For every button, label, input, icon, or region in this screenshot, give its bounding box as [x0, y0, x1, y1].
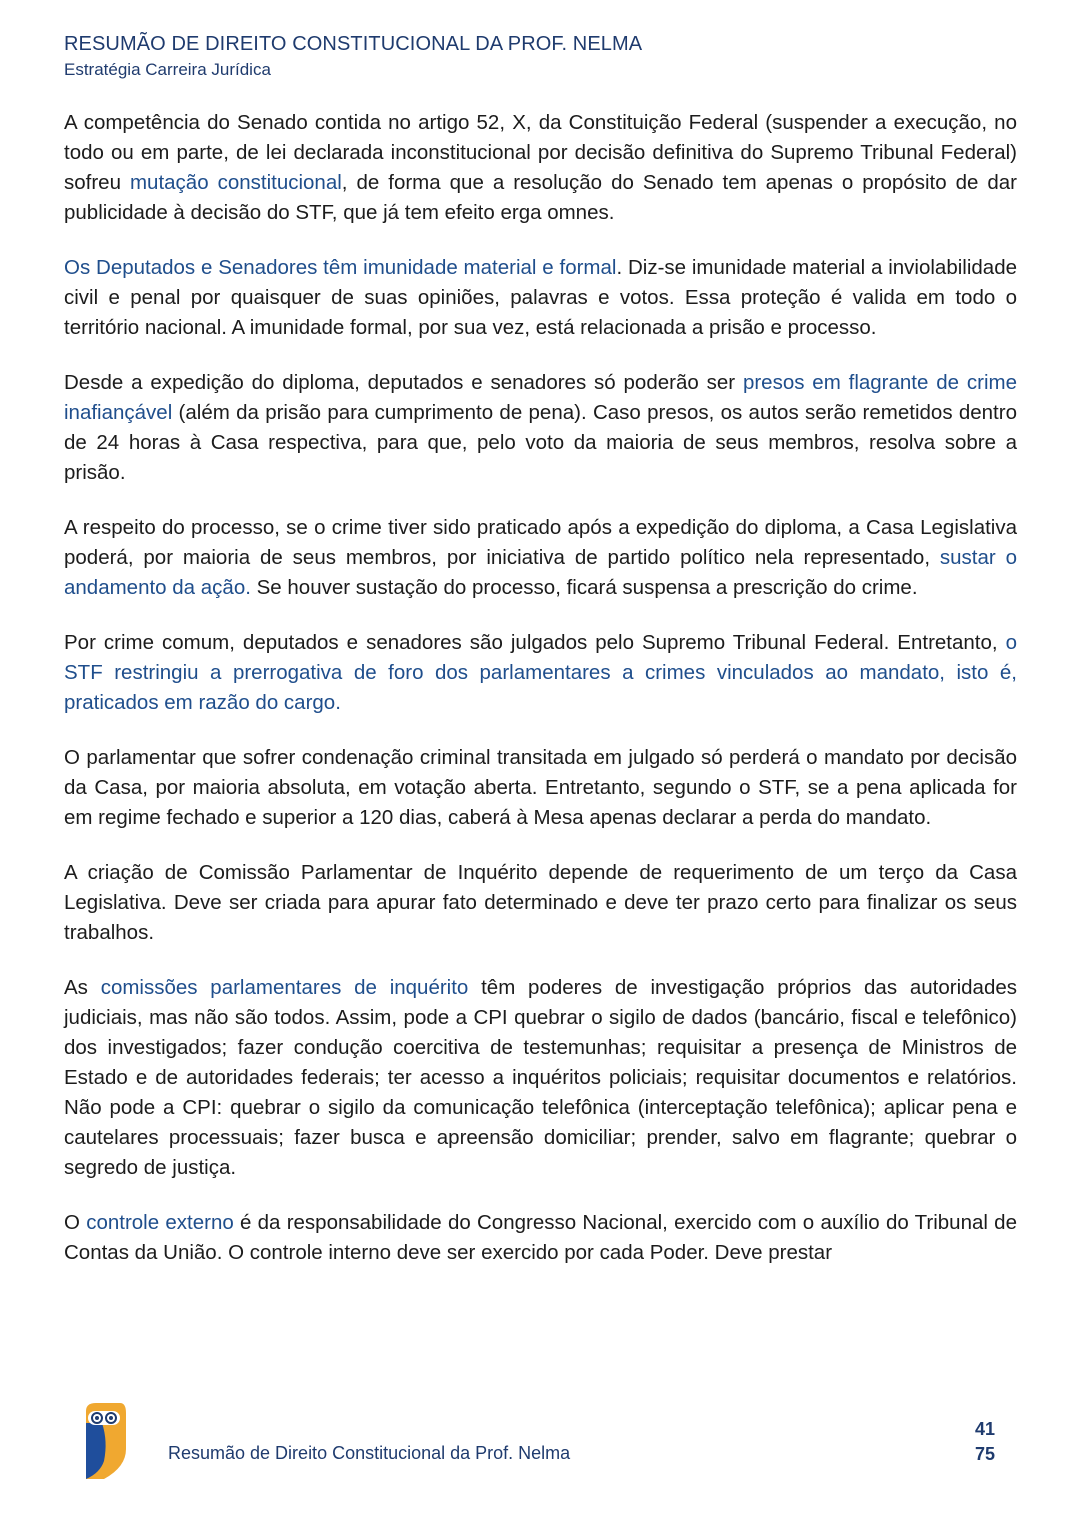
paragraph	[64, 858, 1017, 948]
text-segment: (além da prisão para cumprimento de pena). Caso presos, os autos serão remetidos dentro de 24 horas à Casa respectiva, para que, pelo voto da maioria de seus membros, resolva sobre a prisão.	[64, 401, 1017, 484]
text-segment: A competência do Senado contida no artigo 52, X, da Constituição Federal (suspender a execução, no todo ou em parte, de lei declarada inconstitucional por decisão definitiva do Supremo Tribunal Federal) sofreu	[64, 111, 1017, 194]
document-subtitle: Estratégia Carreira Jurídica	[64, 60, 271, 79]
highlighted-text: controle externo	[86, 1211, 234, 1234]
footer-title: Resumão de Direito Constitucional da Prof. Nelma	[168, 1443, 571, 1463]
highlighted-text: mutação constitucional	[129, 171, 342, 194]
text-segment: é da responsabilidade do Congresso Nacional, exercido com o auxílio do Tribunal de Contas da União. O controle interno deve ser exercido por cada Poder. Deve prestar	[64, 1211, 1017, 1264]
highlighted-text: comissões parlamentares de inquérito	[100, 976, 469, 999]
paragraph	[64, 108, 1017, 228]
document-title: RESUMÃO DE DIREITO CONSTITUCIONAL DA PROF. NELMA	[64, 33, 643, 55]
total-pages: 75	[974, 1444, 996, 1464]
page-header	[64, 30, 642, 82]
paragraph	[64, 628, 1017, 718]
text-segment: . Diz-se imunidade material a inviolabilidade civil e penal por quaisquer de suas opiniões, palavras e votos. Essa proteção é valida em todo o território nacional. A imunidade formal, por sua vez, está relacionada a prisão e processo.	[64, 256, 1017, 339]
document-body	[64, 108, 1017, 1293]
text-segment: O	[64, 1211, 87, 1234]
highlighted-text: Os Deputados e Senadores têm imunidade material e formal	[64, 256, 617, 279]
text-segment: A respeito do processo, se o crime tiver sido praticado após a expedição do diploma, a Casa Legislativa poderá, por maioria de seus membros, por iniciativa de partido político nela representado,	[64, 516, 1017, 569]
paragraph	[64, 1208, 1017, 1268]
highlighted-text: sustar o andamento da ação.	[64, 546, 1018, 599]
text-segment: , de forma que a resolução do Senado tem apenas o propósito de dar publicidade à decisão do STF, que já tem efeito erga omnes.	[64, 171, 1018, 224]
paragraph	[64, 253, 1017, 343]
current-page: 41	[974, 1419, 996, 1439]
paragraph	[64, 513, 1017, 603]
text-segment: Se houver sustação do processo, ficará suspensa a prescrição do crime.	[250, 576, 918, 599]
text-segment: A criação de Comissão Parlamentar de Inquérito depende de requerimento de um terço da Casa Legislativa. Deve ser criada para apurar fato determinado e deve ter prazo certo para finalizar os seus trabalhos.	[64, 861, 1017, 944]
text-segment: O parlamentar que sofrer condenação criminal transitada em julgado só perderá o mandato por decisão da Casa, por maioria absoluta, em votação aberta. Entretanto, segundo o STF, se a pena aplicada for em regime fechado e superior a 120 dias, caberá à Mesa apenas declarar a perda do mandato.	[64, 746, 1017, 829]
paragraph	[64, 368, 1017, 488]
highlighted-text: o STF restringiu a prerrogativa de foro dos parlamentares a crimes vinculados ao mandato, isto é, praticados em razão do cargo.	[64, 631, 1017, 714]
owl-logo-icon	[82, 1401, 128, 1481]
paragraph	[64, 743, 1017, 833]
page-footer	[0, 1395, 1080, 1495]
paragraph	[64, 973, 1017, 1183]
page-number	[960, 1417, 1010, 1467]
highlighted-text: presos em flagrante de crime inafiançável	[64, 371, 1018, 424]
text-segment: As	[64, 976, 101, 999]
text-segment: têm poderes de investigação próprios das autoridades judiciais, mas não são todos. Assim, pode a CPI quebrar o sigilo de dados (bancário, fiscal e telefônico) dos investigados; fazer condução coercitiva de testemunhas; requisitar a presença de Ministros de Estado e de autoridades federais; ter acesso a inquéritos policiais; requisitar documentos e relatórios. Não pode a CPI: quebrar o sigilo da comunicação telefônica (interceptação telefônica); aplicar pena e cautelares processuais; fazer busca e apreensão domiciliar; prender, salvo em flagrante; quebrar o segredo de justiça.	[64, 976, 1017, 1179]
text-segment: Desde a expedição do diploma, deputados e senadores só poderão ser	[64, 371, 743, 394]
text-segment: Por crime comum, deputados e senadores são julgados pelo Supremo Tribunal Federal. Entretanto,	[64, 631, 1006, 654]
